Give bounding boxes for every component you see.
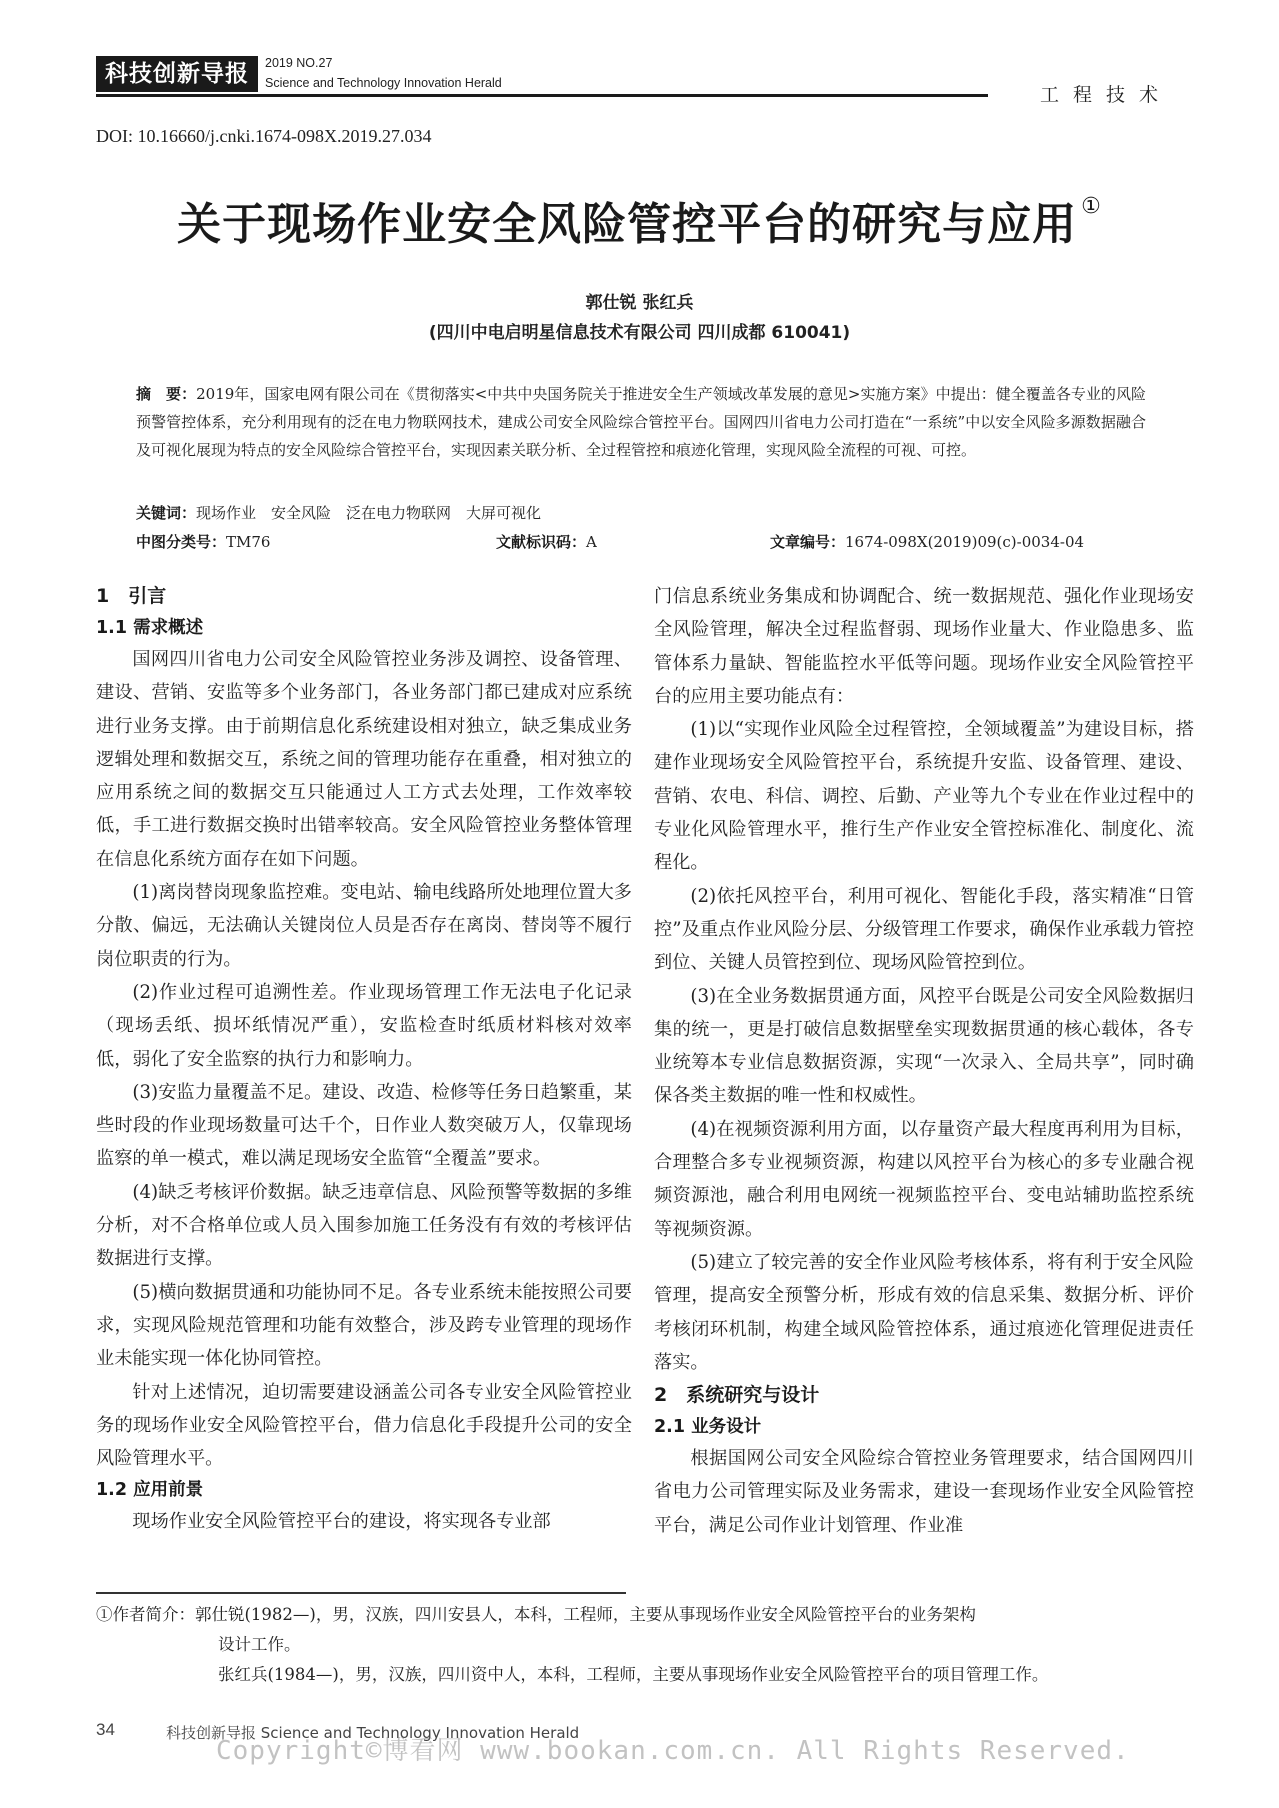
keywords-label: 关键词： [136, 504, 197, 522]
article-number [770, 531, 1084, 552]
section-name: 工程技术 [1040, 84, 1173, 106]
paragraph: 现场作业安全风险管控平台的建设，将实现各专业部 [132, 1511, 551, 1533]
clc-value: TM76 [226, 533, 271, 551]
doi: DOI: 10.16660/j.cnki.1674-098X.2019.27.034 [96, 126, 432, 146]
authors: 郭仕锐 张红兵 [585, 293, 694, 313]
title-text: 关于现场作业安全风险管控平台的研究与应用 [177, 199, 1078, 250]
page-number: 34 [96, 1720, 115, 1739]
paragraph: (2)作业过程可追溯性差。作业现场管理工作无法电子化记录（现场丢纸、损坏纸情况严重），安监检查时纸质材料核对效率低，弱化了安全监察的执行力和影响力。 [96, 981, 632, 1070]
copyright-watermark: Copyright©博看网 www.bookan.com.cn. All Rights Reserved. [216, 1736, 1130, 1766]
author-footnote [96, 1600, 1186, 1690]
journal-logo: 科技创新导报 [96, 56, 258, 92]
paragraph: (3)在全业务数据贯通方面，风控平台既是公司安全风险数据归集的统一，更是打破信息数据壁垒实现数据贯通的核心载体，各专业统筹本专业信息数据资源，实现“一次录入、全局共享”，同时确保各类主数据的唯一性和权威性。 [654, 985, 1194, 1107]
article-label: 文章编号： [770, 533, 846, 551]
doc-label: 文献标识码： [496, 533, 587, 551]
clc-label: 中图分类号： [136, 533, 227, 551]
paragraph: 根据国网公司安全风险综合管控业务管理要求，结合国网四川省电力公司管理实际及业务需求，建设一套现场作业安全风险管控平台，满足公司作业计划管理、作业准 [654, 1448, 1194, 1536]
doc-value: A [586, 533, 597, 551]
right-column [654, 580, 1194, 1542]
paragraph: (3)安监力量覆盖不足。建设、改造、检修等任务日趋繁重，某些时段的作业现场数量可达千个，日作业人数突破万人，仅靠现场监察的单一模式，难以满足现场安全监管“全覆盖”要求。 [96, 1081, 632, 1170]
paragraph: (4)缺乏考核评价数据。缺乏违章信息、风险预警等数据的多维分析，对不合格单位或人员入围参加施工任务没有有效的考核评估数据进行支撑。 [96, 1181, 632, 1270]
subsection-heading: 1.2 应用前景 [96, 1480, 204, 1501]
abstract [136, 380, 1146, 464]
affiliation: (四川中电启明星信息技术有限公司 四川成都 610041) [428, 323, 851, 343]
header-rule [96, 94, 988, 97]
paragraph: (5)建立了较完善的安全作业风险考核体系，将有利于安全风险管理，提高安全预警分析，形成有效的信息采集、数据分析、评价考核闭环机制，构建全域风险管控体系，通过痕迹化管理促进责任落实。 [654, 1251, 1194, 1373]
paragraph: 国网四川省电力公司安全风险管控业务涉及调控、设备管理、建设、营销、安监等多个业务部门，各业务部门都已建成对应系统进行业务支撑。由于前期信息化系统建设相对独立，缺乏集成业务逻辑处理和数据交互，系统之间的管理功能存在重叠，相对独立的应用系统之间的数据交互只能通过人工方式去处理，工作效率较低，手工进行数据交换时出错率较高。安全风险管控业务整体管理在信息化系统方面存在如下问题。 [96, 649, 632, 870]
keywords [136, 502, 541, 523]
section-heading: 2 系统研究与设计 [654, 1384, 820, 1407]
paragraph: (4)在视频资源利用方面，以存量资产最大程度再利用为目标，合理整合多专业视频资源，构建以风控平台为核心的多专业融合视频资源池，融合利用电网统一视频监控平台、变电站辅助监控系统等视频资源。 [654, 1118, 1194, 1240]
abstract-text: 2019年，国家电网有限公司在《贯彻落实<中共中央国务院关于推进安全生产领域改革发展的意见>实施方案》中提出：健全覆盖各专业的风险预警管控体系，充分利用现有的泛在电力物联网技术，建成公司安全风险综合管控平台。国网四川省电力公司打造在“一系统”中以安全风险多源数据融合及可视化展现为特点的安全风险综合管控平台，实现因素关联分析、全过程管控和痕迹化管理，实现风险全流程的可视、可控。 [136, 385, 1146, 459]
title-footnote-marker: ① [1081, 194, 1102, 219]
paragraph: 针对上述情况，迫切需要建设涵盖公司各专业安全风险管控业务的现场作业安全风险管控平台，借力信息化手段提升公司的安全风险管理水平。 [96, 1381, 632, 1470]
article-value: 1674-098X(2019)09(c)-0034-04 [845, 533, 1085, 551]
subsection-heading: 2.1 业务设计 [654, 1417, 762, 1438]
paragraph: (1)离岗替岗现象监控难。变电站、输电线路所处地理位置大多分散、偏远，无法确认关键岗位人员是否存在离岗、替岗等不履行岗位职责的行为。 [96, 882, 632, 970]
document-code [496, 531, 597, 552]
footnote-line: ①作者简介：郭仕锐(1982—)，男，汉族，四川安县人，本科，工程师，主要从事现场作业安全风险管控平台的业务架构 [96, 1605, 976, 1624]
subsection-heading: 1.1 需求概述 [96, 618, 204, 638]
footer-journal: 科技创新导报 Science and Technology Innovation Herald [166, 1724, 580, 1742]
footnote-line: 张红兵(1984—)，男，汉族，四川资中人，本科，工程师，主要从事现场作业安全风险管控平台的项目管理工作。 [218, 1665, 1049, 1684]
footnote-rule [96, 1592, 626, 1594]
section-heading: 1 引言 [96, 585, 167, 607]
footnote-line: 设计工作。 [218, 1635, 301, 1654]
abstract-label: 摘 要： [136, 385, 197, 403]
keywords-text: 现场作业 安全风险 泛在电力物联网 大屏可视化 [196, 504, 542, 522]
paragraph: 门信息系统业务集成和协调配合、统一数据规范、强化作业现场安全风险管理，解决全过程监督弱、现场作业量大、作业隐患多、监管体系力量缺、智能监控水平低等问题。现场作业安全风险管控平台的应用主要功能点有： [654, 586, 1194, 707]
issue-number: 2019 NO.27 [265, 56, 333, 70]
journal-english-name: Science and Technology Innovation Herald [265, 76, 502, 90]
paragraph: (5)横向数据贯通和功能协同不足。各专业系统未能按照公司要求，实现风险规范管理和功能有效整合，涉及跨专业管理的现场作业未能实现一体化协同管控。 [96, 1281, 632, 1370]
paragraph: (1)以“实现作业风险全过程管控，全领域覆盖”为建设目标，搭建作业现场安全风险管控平台，系统提升安监、设备管理、建设、营销、农电、科信、调控、后勤、产业等九个专业在作业过程中的专业化风险管理水平，推行生产作业安全管控标准化、制度化、流程化。 [654, 719, 1194, 874]
article-title [0, 188, 1279, 252]
clc-number [136, 531, 270, 552]
paragraph: (2)依托风控平台，利用可视化、智能化手段，落实精准“日管控”及重点作业风险分层、分级管理工作要求，确保作业承载力管控到位、关键人员管控到位、现场风险管控到位。 [654, 885, 1194, 974]
left-column [96, 580, 632, 1539]
